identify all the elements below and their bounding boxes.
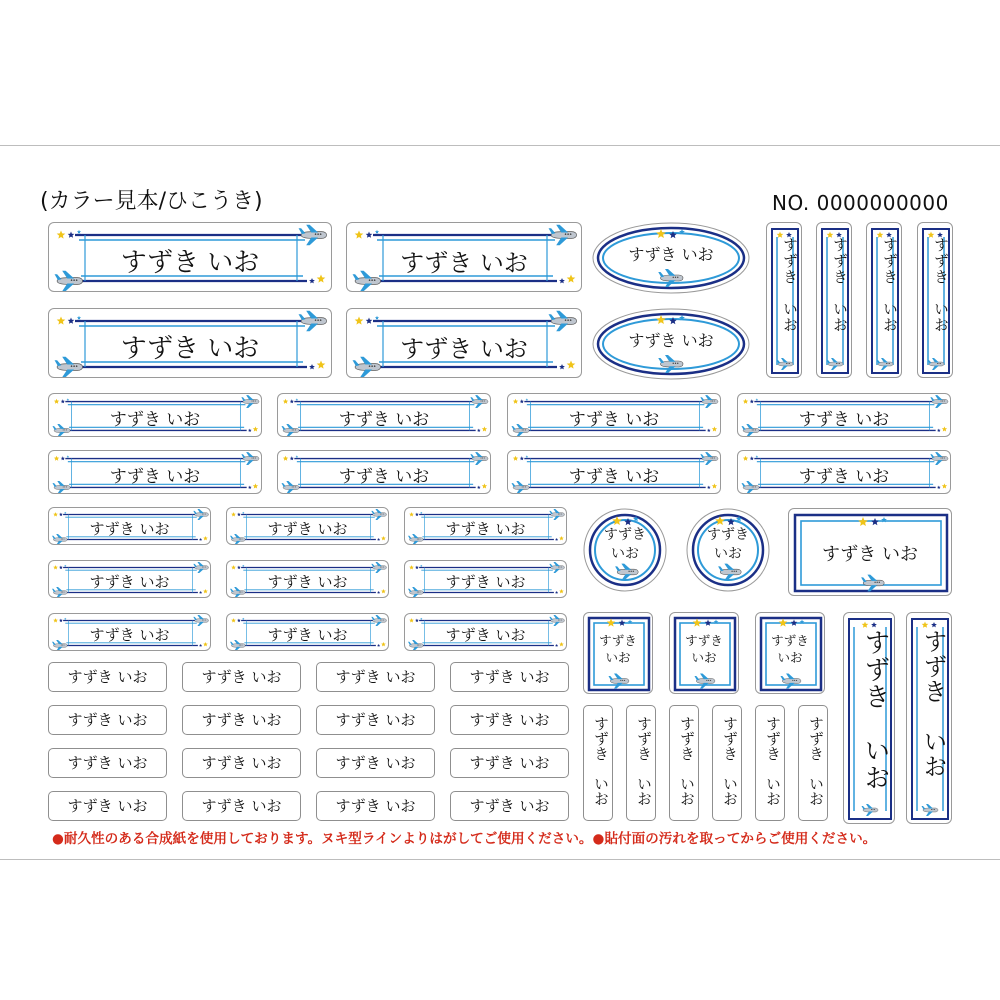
star-icon	[756, 398, 759, 401]
star-icon	[57, 317, 66, 325]
star-icon	[231, 565, 236, 569]
star-icon	[54, 399, 59, 404]
name-text: すずき いお	[120, 333, 260, 364]
star-icon	[64, 618, 66, 620]
large-name-label	[48, 308, 332, 378]
star-icon	[743, 399, 748, 404]
star-icon	[922, 622, 929, 628]
airplane-icon	[608, 674, 628, 689]
plain-name-label: すずき いお	[182, 662, 301, 692]
name-text: すずき いお	[932, 237, 950, 333]
plain-name-label: すずき いお	[450, 791, 569, 821]
round-name-label	[583, 508, 667, 592]
star-icon	[931, 622, 937, 627]
plain-name-label: すずき いお	[182, 791, 301, 821]
star-icon	[237, 619, 241, 623]
name-text: すずき いお	[822, 544, 918, 565]
star-icon	[77, 316, 81, 320]
star-icon	[242, 512, 244, 514]
plain-name-label: すずき いお	[316, 662, 435, 692]
star-icon	[607, 619, 616, 627]
rect-name-label	[788, 508, 952, 596]
star-icon	[375, 230, 379, 234]
name-label	[737, 393, 951, 437]
airplane-icon	[922, 804, 939, 816]
vertical-name-label	[866, 222, 902, 378]
star-icon	[415, 566, 419, 570]
name-text: すずき いお	[109, 410, 201, 431]
name-label	[277, 450, 491, 494]
name-text: すずき いお	[831, 237, 849, 333]
name-text: すずき いお	[721, 716, 739, 806]
plain-vertical-label	[798, 705, 828, 821]
name-label	[48, 613, 211, 651]
name-text: すずき いお	[919, 629, 947, 779]
star-icon	[513, 399, 518, 404]
airplane-icon	[780, 674, 800, 689]
airplane-icon	[694, 674, 714, 689]
name-text: すずき いお	[338, 410, 430, 431]
name-text: すずき いお	[798, 410, 890, 431]
large-name-label	[48, 222, 332, 292]
star-icon	[420, 565, 422, 567]
star-icon	[871, 622, 877, 627]
name-text: すずき いお	[338, 467, 430, 488]
name-text: すずき いお	[678, 716, 696, 806]
star-icon	[237, 566, 241, 570]
star-icon	[61, 456, 65, 460]
name-text: すずき いお	[685, 633, 723, 665]
plain-name-label: すずき いお	[450, 748, 569, 778]
star-icon	[283, 456, 288, 461]
star-icon	[67, 398, 70, 401]
star-icon	[743, 456, 748, 461]
round-name-label	[686, 508, 770, 592]
name-text: すずき いお	[89, 519, 170, 538]
name-text: すずき いお	[764, 716, 782, 806]
star-icon	[290, 399, 294, 403]
name-text: すずき いお	[881, 237, 899, 333]
plain-vertical-label	[583, 705, 613, 821]
plain-vertical-label	[755, 705, 785, 821]
airplane-icon	[928, 358, 945, 370]
star-icon	[57, 231, 66, 239]
name-text: すずき いお	[635, 716, 653, 806]
plain-vertical-label	[626, 705, 656, 821]
plain-vertical-label	[712, 705, 742, 821]
star-icon	[862, 622, 869, 628]
name-text: すずき いお	[860, 629, 890, 791]
star-icon	[59, 619, 63, 623]
vertical-name-label	[906, 612, 952, 824]
airplane-icon	[862, 804, 879, 816]
name-label	[48, 450, 262, 494]
star-icon	[705, 620, 712, 626]
name-label	[226, 613, 389, 651]
star-icon	[520, 399, 524, 403]
name-label	[226, 507, 389, 545]
star-icon	[750, 456, 754, 460]
airplane-icon	[827, 358, 844, 370]
airplane-icon	[877, 358, 894, 370]
name-label	[404, 507, 567, 545]
plain-name-label: すずき いお	[316, 791, 435, 821]
name-label	[404, 560, 567, 598]
name-label	[48, 560, 211, 598]
star-icon	[366, 232, 373, 238]
name-text: すずき いお	[603, 527, 647, 562]
plain-name-label: すずき いお	[48, 705, 167, 735]
name-text: すずき いお	[445, 572, 526, 591]
airplane-icon	[777, 358, 794, 370]
star-icon	[67, 455, 70, 458]
star-icon	[242, 618, 244, 620]
star-icon	[409, 618, 414, 622]
plain-name-label: すずき いお	[316, 705, 435, 735]
name-label	[226, 560, 389, 598]
name-text: すずき いお	[267, 572, 348, 591]
plain-name-label: すずき いお	[316, 748, 435, 778]
star-icon	[559, 278, 565, 283]
star-icon	[54, 456, 59, 461]
star-icon	[791, 620, 798, 626]
name-text: すずき いお	[568, 467, 660, 488]
name-text: すずき いお	[706, 527, 750, 562]
vertical-name-label	[843, 612, 895, 824]
star-icon	[68, 318, 75, 324]
name-text: すずき いお	[781, 237, 799, 333]
name-text: すずき いお	[120, 247, 260, 278]
star-icon	[420, 512, 422, 514]
name-text: すずき いお	[592, 716, 610, 806]
name-text: すずき いお	[798, 467, 890, 488]
square-name-label	[755, 612, 825, 694]
name-text: すずき いお	[267, 625, 348, 644]
name-label	[277, 393, 491, 437]
star-icon	[750, 399, 754, 403]
plain-name-label: すずき いお	[48, 748, 167, 778]
star-icon	[756, 455, 759, 458]
star-icon	[415, 513, 419, 517]
star-icon	[53, 618, 58, 622]
star-icon	[409, 512, 414, 516]
plain-name-label: すずき いお	[450, 662, 569, 692]
name-text: すずき いお	[568, 410, 660, 431]
name-text: すずき いお	[400, 335, 528, 364]
star-icon	[68, 232, 75, 238]
star-icon	[59, 513, 63, 517]
square-name-label	[669, 612, 739, 694]
star-icon	[283, 399, 288, 404]
plain-name-label: すずき いお	[450, 705, 569, 735]
vertical-name-label	[816, 222, 852, 378]
star-icon	[355, 317, 364, 325]
star-icon	[53, 565, 58, 569]
star-icon	[59, 566, 63, 570]
name-label	[48, 507, 211, 545]
star-icon	[296, 398, 299, 401]
name-label	[737, 450, 951, 494]
name-label	[507, 393, 721, 437]
star-icon	[513, 456, 518, 461]
star-icon	[526, 398, 529, 401]
star-icon	[366, 318, 373, 324]
large-name-label	[346, 222, 582, 292]
star-icon	[375, 316, 379, 320]
oval-name-label	[592, 308, 750, 380]
serial-number: NO. 0000000000	[772, 191, 949, 215]
plain-vertical-label	[669, 705, 699, 821]
star-icon	[237, 513, 241, 517]
star-icon	[296, 455, 299, 458]
name-text: すずき いお	[771, 633, 809, 665]
star-icon	[526, 455, 529, 458]
usage-note: ●耐久性のある合成紙を使用しております。ヌキ型ラインよりはがしてご使用ください。●貼付面の汚れを取ってからご使用ください。	[52, 831, 877, 847]
star-icon	[290, 456, 294, 460]
vertical-name-label	[917, 222, 953, 378]
large-name-label	[346, 308, 582, 378]
star-icon	[415, 619, 419, 623]
plain-name-label: すずき いお	[182, 705, 301, 735]
name-text: すずき いお	[599, 633, 637, 665]
name-text: すずき いお	[628, 245, 714, 264]
name-text: すずき いお	[628, 331, 714, 350]
star-icon	[779, 619, 788, 627]
star-icon	[520, 456, 524, 460]
star-icon	[420, 618, 422, 620]
star-icon	[693, 619, 702, 627]
plain-name-label: すずき いお	[182, 748, 301, 778]
star-icon	[64, 512, 66, 514]
name-label	[507, 450, 721, 494]
name-text: すずき いお	[445, 625, 526, 644]
star-icon	[231, 618, 236, 622]
plain-name-label: すずき いお	[48, 791, 167, 821]
name-text: すずき いお	[445, 519, 526, 538]
name-text: すずき いお	[400, 249, 528, 278]
star-icon	[871, 518, 879, 525]
square-name-label	[583, 612, 653, 694]
name-text: すずき いお	[267, 519, 348, 538]
name-label	[48, 393, 262, 437]
vertical-name-label	[766, 222, 802, 378]
star-icon	[242, 565, 244, 567]
name-text: すずき いお	[89, 625, 170, 644]
star-icon	[409, 565, 414, 569]
name-text: すずき いお	[807, 716, 825, 806]
star-icon	[231, 512, 236, 516]
star-icon	[858, 517, 868, 526]
name-text: すずき いお	[89, 572, 170, 591]
name-text: すずき いお	[109, 467, 201, 488]
airplane-icon	[861, 575, 884, 592]
name-label	[404, 613, 567, 651]
sheet-title: (カラー見本/ひこうき)	[40, 189, 263, 214]
star-icon	[53, 512, 58, 516]
plain-name-label: すずき いお	[48, 662, 167, 692]
star-icon	[619, 620, 626, 626]
star-icon	[355, 231, 364, 239]
star-icon	[64, 565, 66, 567]
star-icon	[61, 399, 65, 403]
oval-name-label	[592, 222, 750, 294]
star-icon	[77, 230, 81, 234]
star-icon	[559, 364, 565, 369]
